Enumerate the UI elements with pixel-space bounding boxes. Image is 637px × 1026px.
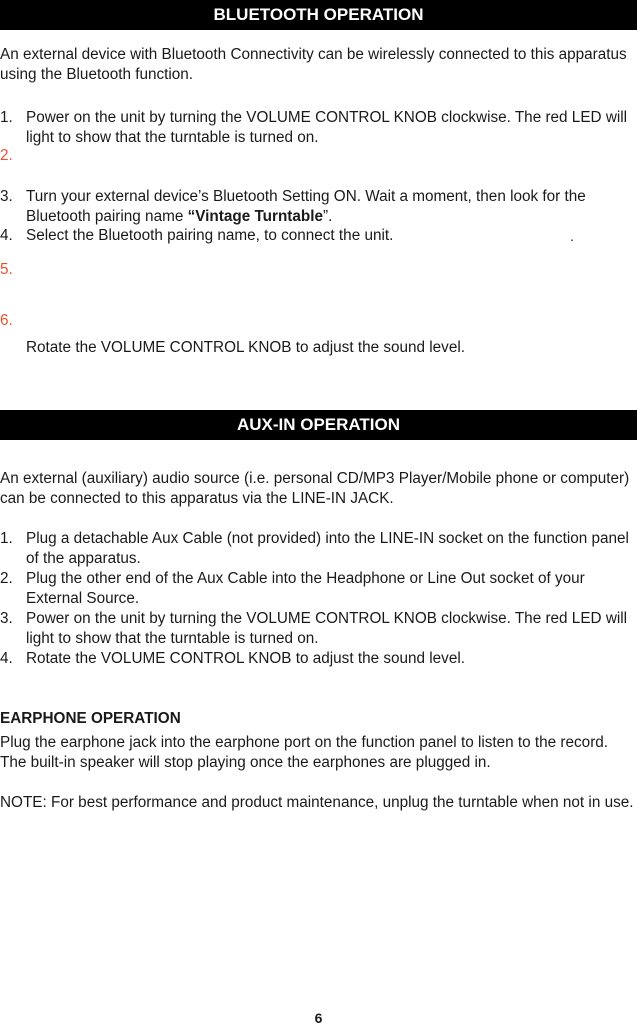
auxin-step-2 [0, 569, 634, 609]
stray-dot: . [570, 228, 574, 244]
step-text-end: ”. [323, 208, 333, 225]
bluetooth-step-4 [0, 226, 634, 246]
auxin-header: AUX-IN OPERATION [0, 410, 637, 440]
earphone-text: Plug the earphone jack into the earphone port on the function panel to listen to the record. The built-in speaker will stop playing once the earphones are plugged in. [0, 734, 609, 771]
pairing-name: “Vintage Turntable [187, 208, 324, 225]
bluetooth-intro: An external device with Bluetooth Connectivity can be wirelessly connected to this apparatus using the Bluetooth function. [0, 46, 627, 83]
bluetooth-step-1 [0, 108, 634, 148]
bluetooth-volume-note [0, 338, 634, 358]
volume-note-text: Rotate the VOLUME CONTROL KNOB to adjust the sound level. [26, 339, 465, 356]
step-text-main: Turn your external device’s Bluetooth Setting ON. Wait a moment, then look for the Bluetooth pairing name [26, 188, 586, 225]
step-number: 1. [0, 109, 13, 126]
auxin-step-1 [0, 529, 634, 569]
step-number: 5. [0, 261, 13, 278]
step-number: 4. [0, 227, 13, 244]
step-number: 4. [0, 650, 13, 667]
step-text: Power on the unit by turning the VOLUME CONTROL KNOB clockwise. The red LED will light to show that the turntable is turned on. [26, 109, 628, 146]
bluetooth-step-3 [0, 187, 634, 227]
step-number: 3. [0, 188, 13, 205]
step-number: 6. [0, 312, 13, 329]
auxin-step-3 [0, 609, 634, 649]
step-number: 1. [0, 530, 13, 547]
note-text: NOTE: For best performance and product maintenance, unplug the turntable when not in use. [0, 794, 634, 811]
step-text: Plug a detachable Aux Cable (not provided) into the LINE-IN socket on the function panel of the apparatus. [26, 530, 629, 567]
step-text [26, 187, 634, 227]
step-number: 2. [0, 147, 13, 164]
step-text: Rotate the VOLUME CONTROL KNOB to adjust the sound level. [26, 650, 465, 667]
step-number: 3. [0, 610, 13, 627]
step-text: Plug the other end of the Aux Cable into the Headphone or Line Out socket of your External Source. [26, 570, 585, 607]
step-text: Select the Bluetooth pairing name, to connect the unit. [26, 227, 394, 244]
earphone-heading: EARPHONE OPERATION [0, 710, 181, 727]
bluetooth-header: BLUETOOTH OPERATION [0, 0, 637, 30]
step-text: Power on the unit by turning the VOLUME CONTROL KNOB clockwise. The red LED will light to show that the turntable is turned on. [26, 610, 628, 647]
step-number: 2. [0, 570, 13, 587]
auxin-intro: An external (auxiliary) audio source (i.e. personal CD/MP3 Player/Mobile phone or computer) can be connected to this apparatus via the LINE-IN JACK. [0, 470, 630, 507]
auxin-step-4 [0, 649, 634, 669]
page-number: 6 [314, 1010, 323, 1026]
